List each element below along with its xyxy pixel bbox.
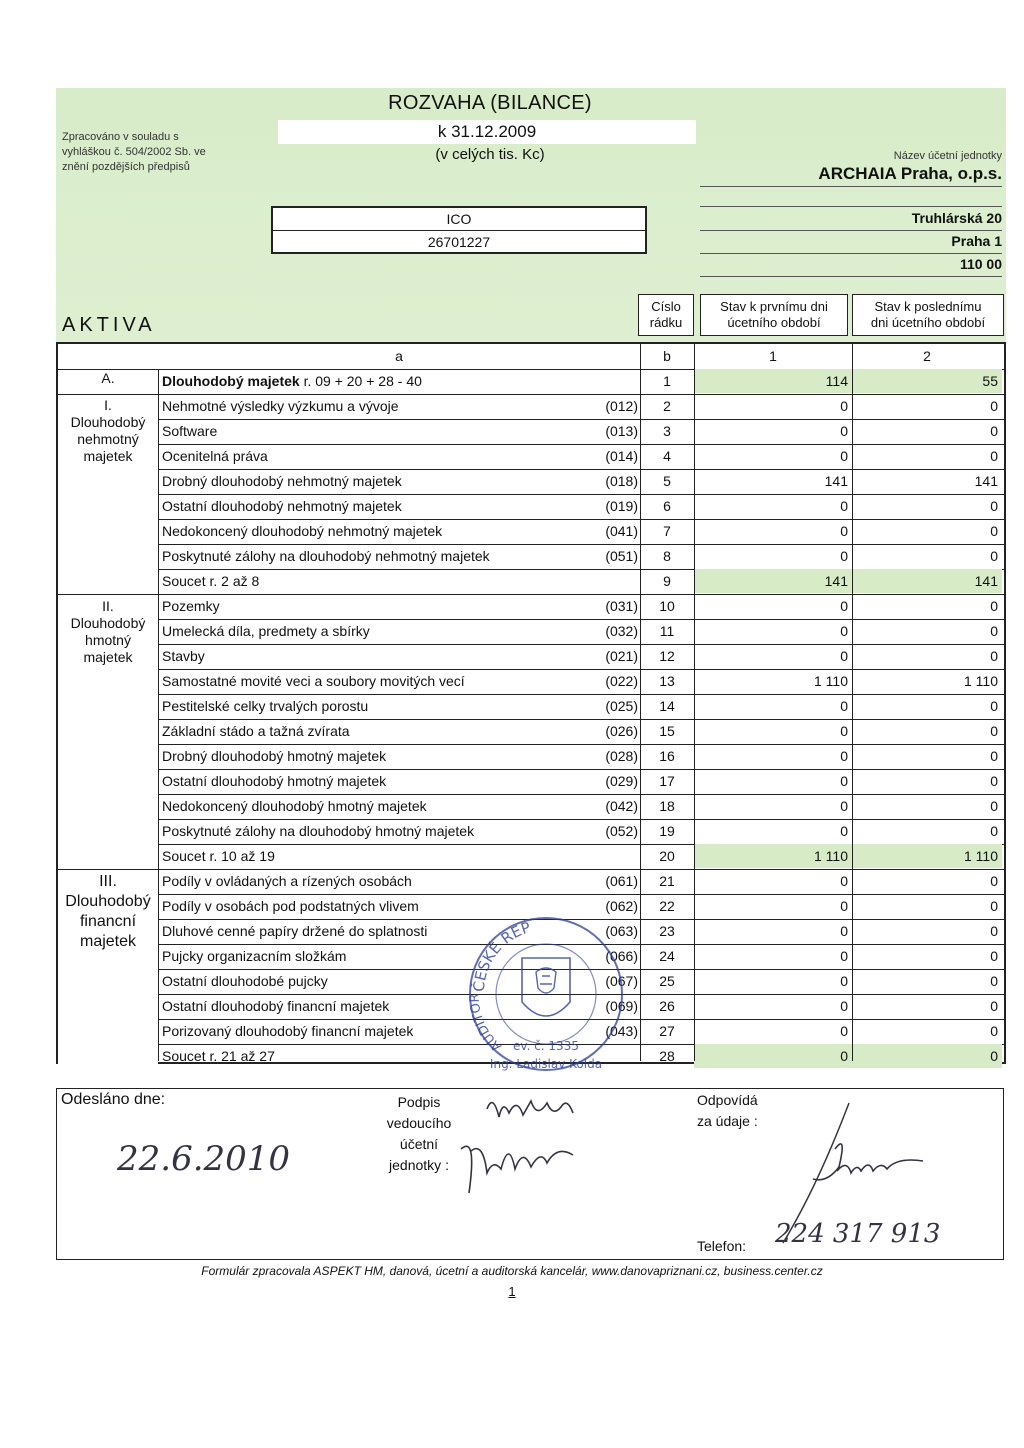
director-signature <box>457 1089 607 1199</box>
table-row <box>58 469 1004 495</box>
row-label-text: Ostatní dlouhodobý nehmotný majetek <box>162 498 402 514</box>
row-number: 1 <box>663 373 671 389</box>
table-row <box>58 569 1004 595</box>
row-label-text: Nehmotné výsledky výzkumu a vývoje <box>162 398 399 414</box>
header-text: rádku <box>649 315 683 330</box>
stamp-left-text: AUDITOR <box>467 993 505 1055</box>
value-first-period: 0 <box>840 648 848 664</box>
value-first-period: 0 <box>840 1023 848 1039</box>
legal-line: vyhláškou č. 504/2002 Sb. ve <box>62 146 206 158</box>
table-row <box>58 369 1004 395</box>
section-title: AKTIVA <box>62 314 156 336</box>
table-row <box>58 644 1004 670</box>
grid-line <box>852 344 853 1061</box>
row-label-text: Pozemky <box>162 598 220 614</box>
value-last-period: 0 <box>990 523 998 539</box>
value-last-period: 0 <box>990 448 998 464</box>
account-code: (052) <box>605 823 638 839</box>
value-last-period: 0 <box>990 623 998 639</box>
table-row <box>58 619 1004 645</box>
account-code: (012) <box>605 398 638 414</box>
account-code: (013) <box>605 423 638 439</box>
row-number: 25 <box>659 973 675 989</box>
section-ii <box>58 598 158 666</box>
account-code: (051) <box>605 548 638 564</box>
value-last-period: 0 <box>990 698 998 714</box>
row-label-text: Soucet r. 2 až 8 <box>162 573 260 589</box>
account-code: (014) <box>605 448 638 464</box>
section-name: Dlouhodobý <box>70 414 146 430</box>
responsible-label-line: Odpovídá <box>697 1092 758 1108</box>
value-last-period: 1 110 <box>852 844 1002 868</box>
value-last-period: 0 <box>990 548 998 564</box>
phone-handwritten: 224 317 913 <box>775 1219 941 1249</box>
value-last-period: 55 <box>852 369 1002 393</box>
value-last-period: 0 <box>990 773 998 789</box>
row-label <box>158 819 640 843</box>
value-last-period: 0 <box>990 948 998 964</box>
row-number: 24 <box>659 948 675 964</box>
divider <box>700 186 1002 187</box>
ico-value: 26701227 <box>427 234 491 250</box>
stamp-number: ev. č. 1335 <box>513 1039 579 1053</box>
row-number: 26 <box>659 998 675 1014</box>
value-first-period: 0 <box>840 998 848 1014</box>
header-text: dni úcetního období <box>870 315 986 330</box>
value-last-period: 0 <box>990 398 998 414</box>
account-code: (028) <box>605 748 638 764</box>
table-row <box>58 844 1004 870</box>
first-period-header <box>700 294 848 336</box>
row-label <box>158 419 640 443</box>
row-number: 3 <box>663 423 671 439</box>
row-label-text: Základní stádo a tažná zvírata <box>162 723 350 739</box>
row-label-text: Ocenitelná práva <box>162 448 268 464</box>
row-label-text: Stavby <box>162 648 205 664</box>
account-code: (029) <box>605 773 638 789</box>
row-label <box>158 669 640 693</box>
table-row <box>58 519 1004 545</box>
value-last-period: 0 <box>990 823 998 839</box>
row-label-text: Nedokoncený dlouhodobý hmotný majetek <box>162 798 427 814</box>
account-code: (018) <box>605 473 638 489</box>
sign-label-line: jednotky : <box>389 1157 449 1173</box>
row-number: 17 <box>659 773 675 789</box>
legal-line: znění pozdějších předpisů <box>62 161 190 173</box>
value-first-period: 0 <box>840 598 848 614</box>
footer-note: Formulár zpracovala ASPEKT HM, danová, úcetní a auditorská kancelár, www.danovapriznani.cz, business.center.cz <box>201 1264 823 1278</box>
grid-line <box>158 369 159 1061</box>
account-code: (062) <box>605 898 638 914</box>
header-text: Císlo <box>651 299 681 314</box>
row-label <box>158 694 640 718</box>
section-name: Dlouhodobý <box>70 615 146 631</box>
sent-date-handwritten: 22.6.2010 <box>117 1139 291 1179</box>
row-label-text: Pestitelské celky trvalých porostu <box>162 698 369 714</box>
value-last-period: 0 <box>990 748 998 764</box>
responsible-label-line: za údaje : <box>697 1113 758 1129</box>
ico-box <box>271 206 647 254</box>
table-row <box>58 544 1004 570</box>
row-number: 11 <box>659 623 675 639</box>
value-first-period: 0 <box>840 973 848 989</box>
row-label-text: Porizovaný dlouhodobý financní majetek <box>162 1023 414 1039</box>
row-label <box>158 869 640 893</box>
value-first-period: 0 <box>840 698 848 714</box>
table-row <box>58 794 1004 820</box>
row-label <box>158 519 640 543</box>
row-label <box>158 494 640 518</box>
row-label <box>158 644 640 668</box>
value-last-period: 0 <box>990 423 998 439</box>
row-number: 9 <box>663 573 671 589</box>
row-number: 10 <box>659 598 675 614</box>
row-label <box>158 544 640 568</box>
row-label <box>158 769 640 793</box>
shield-icon <box>522 958 570 1016</box>
auditor-stamp <box>462 906 630 1082</box>
sign-label-line: účetní <box>399 1136 439 1152</box>
row-label-bold: Dlouhodobý majetek <box>162 373 300 389</box>
sent-label: Odesláno dne: <box>61 1091 166 1108</box>
col-1-label: 1 <box>769 348 777 364</box>
address-city: Praha 1 <box>951 233 1002 249</box>
table-row <box>58 719 1004 745</box>
row-number: 4 <box>663 448 671 464</box>
value-first-period: 0 <box>840 898 848 914</box>
row-number: 7 <box>663 523 671 539</box>
divider <box>700 276 1002 277</box>
sign-label-line: Podpis <box>397 1094 441 1110</box>
form-title: ROZVAHA (BILANCE) <box>388 92 592 114</box>
value-first-period: 0 <box>840 723 848 739</box>
account-code <box>588 844 640 868</box>
account-code: (031) <box>605 598 638 614</box>
value-first-period: 0 <box>694 1044 852 1068</box>
row-number: 22 <box>659 898 675 914</box>
section-name: hmotný <box>85 632 131 648</box>
table-row <box>58 744 1004 770</box>
stamp-name: Ing. Ladislav Kolda <box>489 1057 603 1071</box>
row-number-header <box>638 294 694 336</box>
value-last-period: 0 <box>852 1044 1002 1068</box>
value-first-period: 0 <box>840 523 848 539</box>
row-label <box>158 719 640 743</box>
value-first-period: 0 <box>840 448 848 464</box>
row-number: 28 <box>659 1048 675 1064</box>
value-first-period: 0 <box>840 923 848 939</box>
account-code: (066) <box>605 948 638 964</box>
ico-label: ICO <box>273 208 645 231</box>
legal-note <box>62 130 206 175</box>
sign-label-line: vedoucího <box>386 1115 452 1131</box>
row-label-text: Ostatní dlouhodobý hmotný majetek <box>162 773 387 789</box>
value-last-period: 0 <box>990 598 998 614</box>
value-last-period: 0 <box>990 973 998 989</box>
address-zip: 110 00 <box>959 256 1002 272</box>
row-number: 2 <box>663 398 671 414</box>
row-label-text: Nedokoncený dlouhodobý nehmotný majetek <box>162 523 443 539</box>
row-number: 18 <box>659 798 675 814</box>
table-row <box>58 594 1004 620</box>
section-name: financní <box>79 913 137 930</box>
page-number: 1 <box>508 1284 516 1299</box>
row-label <box>158 444 640 468</box>
row-label-text: Drobný dlouhodobý nehmotný majetek <box>162 473 402 489</box>
last-period-header <box>852 294 1004 336</box>
account-code: (025) <box>605 698 638 714</box>
header-text: úcetního období <box>727 315 821 330</box>
account-code: (063) <box>605 923 638 939</box>
row-label-text: Podíly v ovládaných a rízených osobách <box>162 873 412 889</box>
row-number: 14 <box>659 698 675 714</box>
col-a-label: a <box>395 348 403 364</box>
value-first-period: 0 <box>840 748 848 764</box>
table-row <box>58 394 1004 420</box>
signature-block <box>56 1088 1004 1260</box>
row-label-text: Poskytnuté zálohy na dlouhodobý hmotný majetek <box>162 823 475 839</box>
value-last-period: 0 <box>990 873 998 889</box>
account-code: (069) <box>605 998 638 1014</box>
account-code <box>588 569 640 593</box>
account-code <box>588 369 640 393</box>
row-number: 23 <box>659 923 675 939</box>
value-first-period: 141 <box>824 473 848 489</box>
table-row <box>58 869 1004 895</box>
account-code: (019) <box>605 498 638 514</box>
account-code: (043) <box>605 1023 638 1039</box>
table-row <box>58 494 1004 520</box>
grid-line <box>640 344 641 1061</box>
value-first-period: 0 <box>840 398 848 414</box>
account-code: (061) <box>605 873 638 889</box>
account-code: (042) <box>605 798 638 814</box>
value-first-period: 0 <box>840 498 848 514</box>
row-label <box>158 569 640 593</box>
value-first-period: 1 110 <box>694 844 852 868</box>
row-label-text: Poskytnuté zálohy na dlouhodobý nehmotný majetek <box>162 548 490 564</box>
account-code: (032) <box>605 623 638 639</box>
header-text: Stav k poslednímu <box>874 299 982 314</box>
row-label <box>158 844 640 868</box>
org-name: ARCHAIA Praha, o.p.s. <box>818 164 1002 183</box>
row-label-text: Pujcky organizacním složkám <box>162 948 347 964</box>
org-label: Název účetní jednotky <box>893 150 1002 162</box>
table-row <box>58 769 1004 795</box>
section-iii <box>58 872 158 952</box>
row-number: 16 <box>659 748 675 764</box>
value-first-period: 0 <box>840 423 848 439</box>
row-label <box>158 469 640 493</box>
row-label-text: Ostatní dlouhodobé pujcky <box>162 973 328 989</box>
row-number: 19 <box>659 823 675 839</box>
value-first-period: 1 110 <box>814 673 848 689</box>
value-last-period: 0 <box>990 923 998 939</box>
value-first-period: 0 <box>840 623 848 639</box>
row-label-text: Umelecká díla, predmety a sbírky <box>162 623 370 639</box>
account-code: (021) <box>605 648 638 664</box>
value-first-period: 0 <box>840 773 848 789</box>
row-number: 21 <box>659 873 675 889</box>
value-first-period: 114 <box>694 369 852 393</box>
row-label <box>158 619 640 643</box>
row-label-text: Ostatní dlouhodobý financní majetek <box>162 998 390 1014</box>
value-last-period: 0 <box>990 798 998 814</box>
divider <box>700 230 1002 231</box>
account-code: (067) <box>605 973 638 989</box>
phone-label: Telefon: <box>697 1238 747 1254</box>
row-number: 8 <box>663 548 671 564</box>
value-last-period: 0 <box>990 648 998 664</box>
row-label <box>158 369 640 393</box>
responsible-label <box>697 1091 758 1130</box>
section-name: majetek <box>83 448 133 464</box>
value-first-period: 0 <box>840 948 848 964</box>
value-first-period: 141 <box>694 569 852 593</box>
lion-icon <box>536 968 556 993</box>
col-2-label: 2 <box>923 348 931 364</box>
row-number: 12 <box>659 648 675 664</box>
row-label-text: Dluhové cenné papíry držené do splatnosti <box>162 923 428 939</box>
value-last-period: 141 <box>974 473 998 489</box>
row-label-text: r. 09 + 20 + 28 - 40 <box>299 373 422 389</box>
divider <box>700 253 1002 254</box>
section-a-code: A. <box>101 370 115 386</box>
value-last-period: 141 <box>852 569 1002 593</box>
section-code: I. <box>104 397 112 413</box>
value-last-period: 0 <box>990 998 998 1014</box>
table-row <box>58 444 1004 470</box>
row-number: 20 <box>659 848 675 864</box>
value-last-period: 0 <box>990 898 998 914</box>
account-code: (022) <box>605 673 638 689</box>
section-code: III. <box>99 873 117 890</box>
balance-date: k 31.12.2009 <box>278 120 696 144</box>
value-first-period: 0 <box>840 798 848 814</box>
row-number: 27 <box>659 1023 675 1039</box>
account-code: (041) <box>605 523 638 539</box>
row-label <box>158 794 640 818</box>
header-text: Stav k prvnímu dni <box>720 299 828 314</box>
sign-label <box>369 1093 469 1174</box>
section-code: II. <box>102 598 114 614</box>
value-first-period: 0 <box>840 823 848 839</box>
row-number: 13 <box>659 673 675 689</box>
value-first-period: 0 <box>840 873 848 889</box>
section-name: majetek <box>79 933 137 950</box>
table-row <box>58 694 1004 720</box>
divider <box>700 206 1002 207</box>
value-last-period: 0 <box>990 498 998 514</box>
row-label-text: Soucet r. 21 až 27 <box>162 1048 275 1064</box>
section-name: majetek <box>83 649 133 665</box>
row-label-text: Podíly v osobách pod podstatných vlivem <box>162 898 419 914</box>
section-name: Dlouhodobý <box>65 893 151 910</box>
stamp-top-text: ČESKÉ REP <box>469 918 533 993</box>
value-last-period: 1 110 <box>964 673 998 689</box>
row-label-text: Software <box>162 423 218 439</box>
account-code: (026) <box>605 723 638 739</box>
row-label-text: Drobný dlouhodobý hmotný majetek <box>162 748 387 764</box>
table-row <box>58 669 1004 695</box>
address-street: Truhlárská 20 <box>911 210 1002 226</box>
value-last-period: 0 <box>990 723 998 739</box>
col-b-label: b <box>663 348 671 364</box>
row-number: 5 <box>663 473 671 489</box>
legal-line: Zpracováno v souladu s <box>62 131 179 143</box>
row-number: 6 <box>663 498 671 514</box>
units-note: (v celých tis. Kc) <box>435 146 545 163</box>
table-row <box>58 419 1004 445</box>
row-label-text: Samostatné movité veci a soubory movitých vecí <box>162 673 465 689</box>
row-label <box>158 594 640 618</box>
value-last-period: 0 <box>990 1023 998 1039</box>
row-number: 15 <box>659 723 675 739</box>
row-label <box>158 394 640 418</box>
column-letter-row <box>58 344 1004 370</box>
section-name: nehmotný <box>77 431 139 447</box>
value-first-period: 0 <box>840 548 848 564</box>
table-row <box>58 819 1004 845</box>
section-i <box>58 397 158 465</box>
row-label <box>158 744 640 768</box>
grid-line <box>694 344 695 1061</box>
row-label-text: Soucet r. 10 až 19 <box>162 848 275 864</box>
